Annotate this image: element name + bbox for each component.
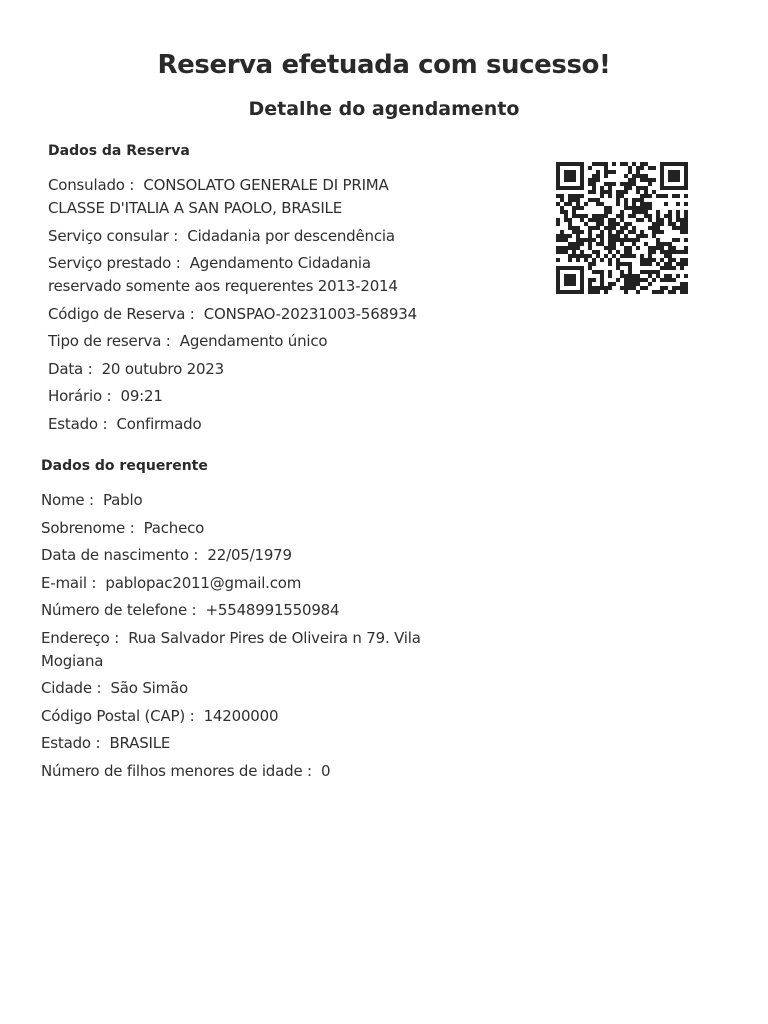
field-value: Confirmado (116, 414, 202, 433)
field-label: Estado : (48, 415, 116, 433)
reservation-details (48, 174, 448, 440)
page-subtitle: Detalhe do agendamento (248, 98, 520, 120)
qr-code-icon (553, 158, 693, 294)
field-label: Número de telefone : (41, 601, 206, 619)
field-value: +5548991550984 (205, 601, 340, 619)
field-value: 14200000 (203, 706, 279, 725)
applicant-row-birthdate (41, 544, 421, 567)
field-label: Tipo de reserva : (48, 332, 180, 350)
applicant-row-name (41, 489, 421, 512)
field-value: 22/05/1979 (207, 546, 292, 564)
field-value: CONSOLATO GENERALE DI PRIMA CLASSE D'ITALIA A SAN PAOLO, BRASILE (48, 176, 389, 217)
field-value: pablopac2011@gmail.com (105, 573, 302, 592)
field-label: Código de Reserva : (48, 305, 204, 323)
applicant-row-postal-code (41, 705, 421, 728)
field-value: Pacheco (143, 518, 205, 537)
applicant-row-state (41, 732, 421, 755)
applicant-row-city (41, 677, 421, 700)
applicant-row-surname (41, 517, 421, 540)
field-value: Agendamento Cidadania reservado somente aos requerentes 2013-2014 (48, 254, 398, 295)
reservation-row-time (48, 385, 448, 408)
field-value: Cidadania por descendência (187, 226, 395, 245)
field-value: Rua Salvador Pires de Oliveira n 79. Vila Mogiana (41, 628, 421, 670)
field-value: Agendamento único (179, 332, 328, 350)
page-title: Reserva efetuada com sucesso! (157, 50, 611, 80)
field-label: Serviço consular : (48, 227, 187, 245)
field-value: São Simão (110, 679, 188, 697)
field-label: Horário : (48, 387, 121, 405)
applicant-row-children (41, 760, 421, 783)
reservation-row-status (48, 413, 448, 436)
field-label: Código Postal (CAP) : (41, 707, 204, 725)
field-label: Estado : (41, 734, 109, 752)
field-value: 09:21 (120, 387, 163, 405)
field-value: CONSPAO-20231003-568934 (203, 304, 417, 323)
field-label: Data : (48, 360, 102, 378)
field-label: Consulado : (48, 176, 143, 194)
reservation-heading: Dados da Reserva (48, 143, 190, 159)
field-label: Nome : (41, 491, 103, 509)
field-label: Serviço prestado : (48, 254, 190, 272)
applicant-details (41, 489, 421, 787)
field-label: Número de filhos menores de idade : (41, 762, 321, 780)
field-value: 20 outubro 2023 (101, 359, 224, 378)
applicant-heading: Dados do requerente (41, 458, 208, 474)
field-label: E-mail : (41, 574, 105, 592)
field-value: Pablo (103, 491, 143, 509)
reservation-row-service-provided (48, 252, 448, 298)
reservation-row-type (48, 330, 448, 353)
reservation-row-date (48, 358, 448, 381)
reservation-row-consulate (48, 174, 448, 220)
field-value: 0 (321, 761, 331, 780)
reservation-row-service (48, 225, 448, 248)
field-label: Endereço : (41, 629, 128, 647)
field-label: Sobrenome : (41, 519, 144, 537)
field-label: Data de nascimento : (41, 546, 207, 564)
field-value: BRASILE (109, 734, 171, 752)
field-label: Cidade : (41, 679, 110, 697)
applicant-row-phone (41, 599, 421, 622)
applicant-row-email (41, 572, 421, 595)
reservation-row-code (48, 303, 448, 326)
applicant-row-address (41, 627, 421, 673)
